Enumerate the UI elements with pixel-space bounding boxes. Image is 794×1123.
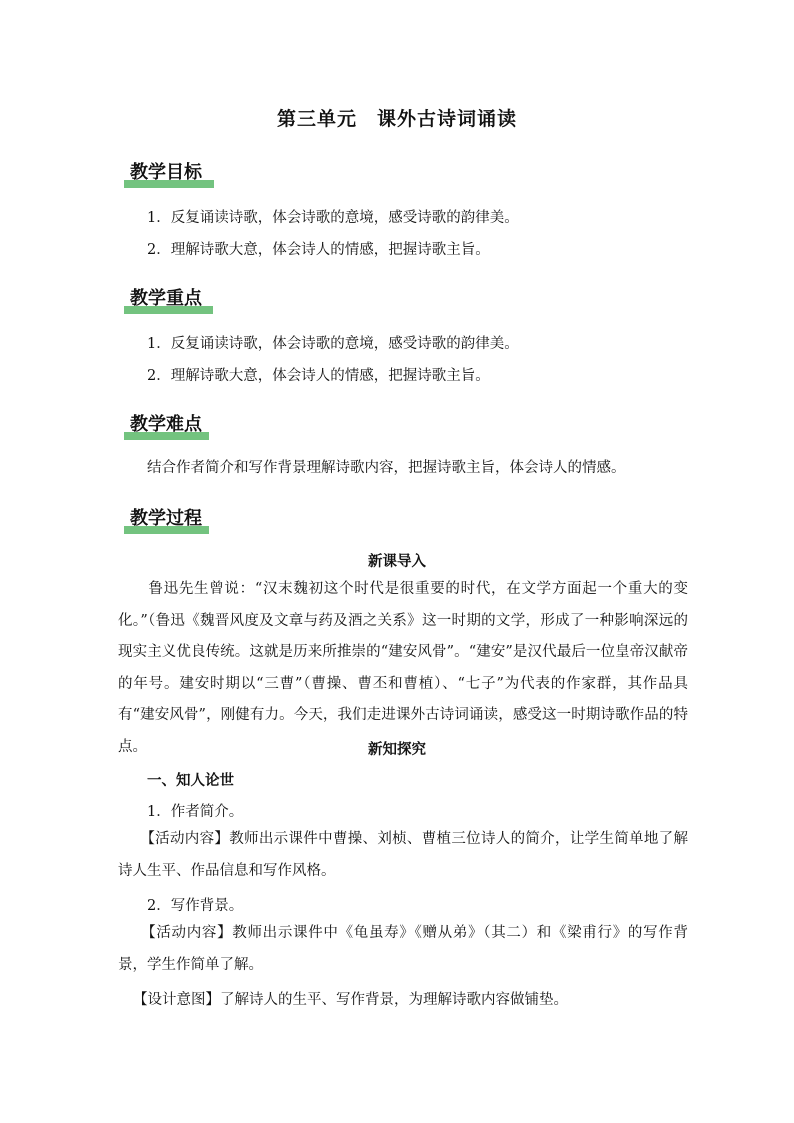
heading-text: 教学难点 [130,414,202,435]
activity-paragraph-1: 【活动内容】教师出示课件中曹操、刘桢、曹植三位诗人的简介，让学生简单地了解诗人生平、作品信息和写作风格。 [118,831,688,879]
activity-paragraph-2: 【活动内容】教师出示课件中《龟虽寿》《赠从弟》（其二）和《梁甫行》的写作背景，学生作简单了解。 [118,925,688,973]
part-heading: 一、知人论世 [147,772,234,789]
heading-text: 教学目标 [130,162,202,183]
objective-item-2: 2．理解诗歌大意，体会诗人的情感，把握诗歌主旨。 [147,242,490,258]
difficulty-text: 结合作者简介和写作背景理解诗歌内容，把握诗歌主旨，体会诗人的情感。 [147,460,626,476]
heading-text: 教学重点 [130,288,202,309]
heading-key-points [124,284,213,314]
page-title: 第三单元 课外古诗词诵读 [276,108,517,130]
intro-paragraph: 鲁迅先生曾说：“汉末魏初这个时代是很重要的时代，在文学方面起一个重大的变化。”（鲁迅《魏晋风度及文章与药及酒之关系》这一时期的文学，形成了一种影响深远的现实主义优良传统。这就是历来所推崇的“建安风骨”。“建安”是汉代最后一位皇帝汉献帝的年号。建安时期以“三曹”（曹操、曹丕和曹植）、“七子”为代表的作家群，其作品具有“建安风骨”，刚健有力。今天，我们走进课外古诗词诵读，感受这一时期诗歌作品的特点。 [118,581,688,755]
heading-process [124,504,209,534]
key-point-item-1: 1．反复诵读诗歌，体会诗歌的意境，感受诗歌的韵律美。 [147,336,519,352]
design-intent: 【设计意图】了解诗人的生平、写作背景，为理解诗歌内容做铺垫。 [133,992,568,1008]
objective-item-1: 1．反复诵读诗歌，体会诗歌的意境，感受诗歌的韵律美。 [147,210,519,226]
heading-objectives [124,158,214,188]
intro-subtitle: 新课导入 [368,553,426,570]
list-item-background: 2．写作背景。 [147,898,244,914]
heading-text: 教学过程 [130,508,202,529]
key-point-item-2: 2．理解诗歌大意，体会诗人的情感，把握诗歌主旨。 [147,368,490,384]
explore-subtitle: 新知探究 [368,741,426,758]
heading-difficulties [124,410,209,440]
list-item-author: 1．作者简介。 [147,804,244,820]
